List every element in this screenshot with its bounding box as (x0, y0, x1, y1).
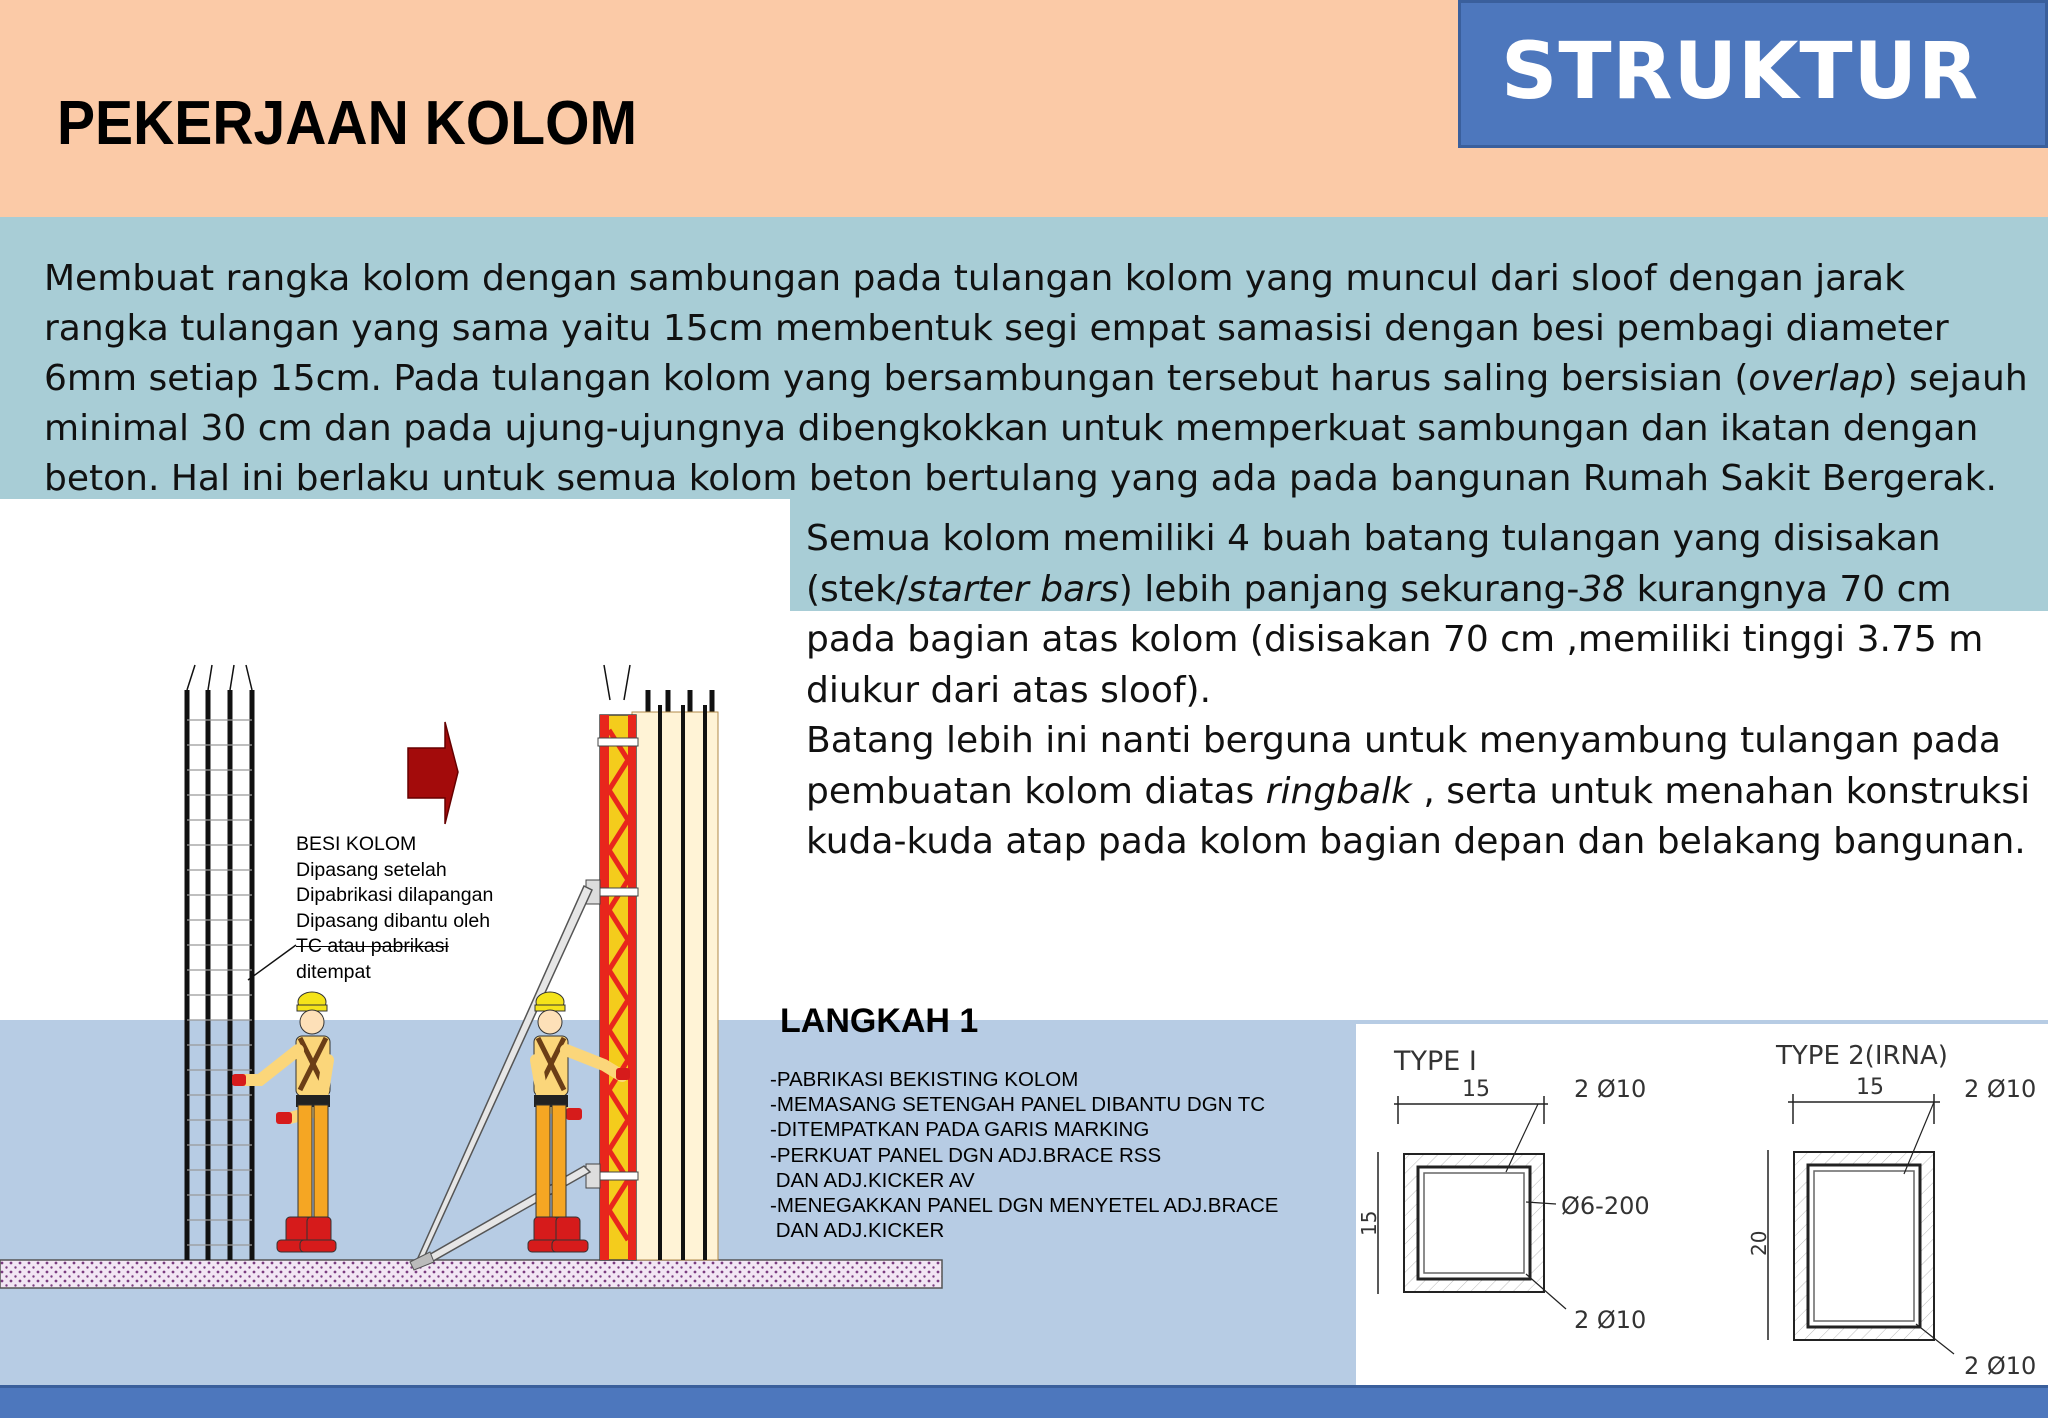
worker-left-icon (232, 992, 336, 1252)
note-leader (248, 945, 296, 980)
type1-width: 15 (1462, 1077, 1490, 1102)
step-item: -MEMASANG SETENGAH PANEL DIBANTU DGN TC (770, 1093, 1266, 1117)
step-item: DAN ADJ.KICKER AV (770, 1168, 975, 1192)
formwork-panel (586, 665, 638, 1260)
step-item: -DITEMPATKAN PADA GARIS MARKING (770, 1118, 1150, 1142)
type1-height: 15 (1357, 1210, 1381, 1236)
type1-bottom-bar: 2 Ø10 (1574, 1306, 1647, 1334)
step-title: LANGKAH 1 (780, 1002, 979, 1040)
column-section-drawing (1356, 1024, 2048, 1385)
type2-height: 20 (1747, 1230, 1771, 1256)
step-item: -MENEGAKKAN PANEL DGN MENYETEL ADJ.BRACE (770, 1194, 1279, 1218)
type2-title: TYPE 2(IRNA) (1776, 1041, 1948, 1071)
step-item: DAN ADJ.KICKER (770, 1219, 945, 1243)
ringbalk-text: Batang lebih ini nanti berguna untuk menyambung tulangan pada pembuatan kolom diatas ringbalk , serta untuk menahan konstruksi kuda-kuda atap pada kolom bagian depan dan belakang bangunan. (806, 720, 2031, 862)
section-badge (1458, 0, 2048, 148)
rebar-cage-left (187, 665, 252, 1260)
section-badge-label: STRUKTUR (1501, 27, 1979, 117)
type1-title: TYPE I (1394, 1046, 1477, 1077)
type1-stirrup: Ø6-200 (1561, 1192, 1650, 1220)
column-section-svg (1356, 1024, 2048, 1385)
type2-bottom-bar: 2 Ø10 (1964, 1352, 2037, 1380)
type1-top-bar: 2 Ø10 (1574, 1075, 1647, 1103)
step-item: -PERKUAT PANEL DGN ADJ.BRACE RSS (770, 1143, 1162, 1167)
type2-top-bar: 2 Ø10 (1964, 1075, 2037, 1103)
stirrups-left (187, 720, 252, 1245)
floor-slab (0, 1260, 942, 1288)
footer-bar (0, 1385, 2048, 1418)
step-list (770, 1067, 1278, 1243)
starter-bars-paragraph (806, 514, 2036, 868)
arrow-right-icon (408, 722, 458, 824)
type2-width: 15 (1856, 1075, 1884, 1100)
rebar-note: BESI KOLOM Dipasang setelah Dipabrikasi dilapangan Dipasang dibantu oleh TC atau pabrikasi ditempat (296, 833, 494, 983)
page-title: PEKERJAAN KOLOM (57, 89, 637, 158)
intro-paragraph: Membuat rangka kolom dengan sambungan pada tulangan kolom yang muncul dari sloof dengan jarak rangka tulangan yang sama yaitu 15cm membentuk segi empat samasisi dengan besi pembagi diameter 6mm setiap 15cm. Pada tulangan kolom yang bersambungan tersebut harus saling bersisian (overlap) sejauh minimal 30 cm dan pada ujung-ujungnya dibengkokkan untuk memperkuat sambungan dan ikatan dengan beton. Hal ini berlaku untuk semua kolom beton bertulang yang ada pada bangunan Rumah Sakit Bergerak. (44, 258, 2028, 499)
starter-bars-text: Semua kolom memiliki 4 buah batang tulangan yang disisakan (stek/starter bars) lebih panjang sekurang-38 kurangnya 70 cm pada bagian atas kolom (disisakan 70 cm ,memiliki tinggi 3.75 m diukur dari atas sloof). (806, 518, 1984, 711)
step-item: -PABRIKASI BEKISTING KOLOM (770, 1068, 1079, 1091)
